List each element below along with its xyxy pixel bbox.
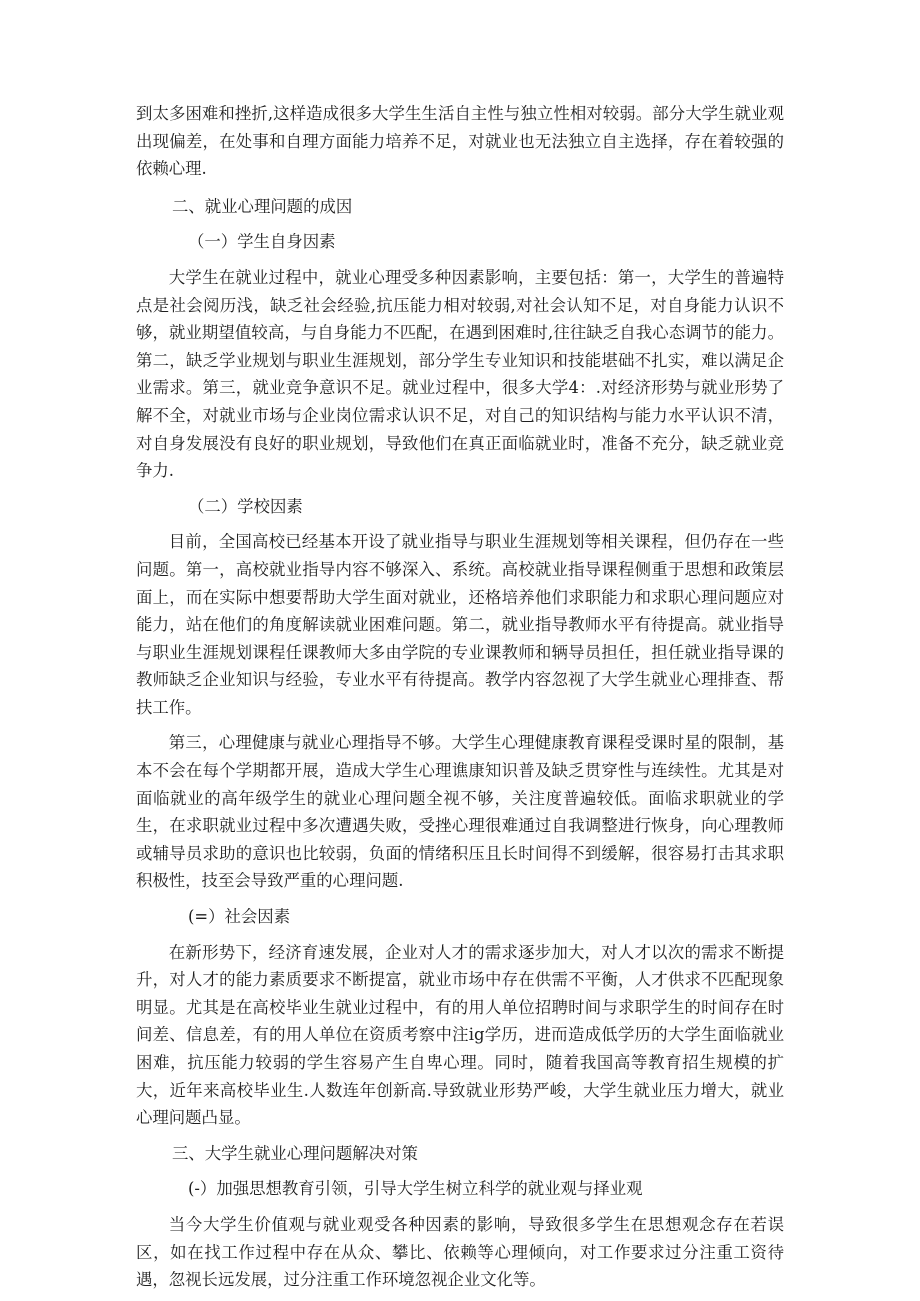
paragraph-ideological-education: 当今大学生价值观与就业观受各种因素的影响，导致很多学生在思想观念存在若误区，如在找工作过程中存在从众、攀比、依赖等心理倾向，对工作要求过分注重工资待遇，忽视长远发展，过分注重工作环境忽视企业文化等。 [136,1214,784,1290]
subsection-heading-ideological-education: (-）加强思想教育引领，引导大学生树立科学的就业观与择业观 [188,1179,643,1199]
paragraph-social-factors: 在新形势下，经济育速发展，企业对人才的需求逐步加大，对人才以次的需求不断提升，对人才的能力素质要求不断提富，就业市场中存在供需不平衡，人才供求不匹配现象明显。尤其是在高校毕业生就业过程中，有的用人单位招聘时间与求职学生的时间存在时间差、信息差，有的用人单位在资质考察中注ig学历，进而造成低学历的大学生面临就业困难，抗压能力较弱的学生容易产生自卑心理。同时，随着我国高等教育招生规模的扩大，近年来高校毕业生.人数连年创新高.导致就业形势严峻，大学生就业压力增大，就业心理问题凸显。 [136,942,784,1128]
paragraph-school-factors: 目前，全国高校已经基本开设了就业指导与职业生涯规划等相关课程，但仍存在一些问题。第一，高校就业指导内容不够深入、系统。高校就业指导课程侧重于思想和政策层面上，而在实际中想要帮助大学生面对就业，还格培养他们求职能力和求职心理问题应对能力，站在他们的角度解读就业困难问题。第二，就业指导教师水平有待提高。就业指导与职业生涯规划课程任课教师大多由学院的专业课教师和辆导员担任，担任就业指导课的教师缺乏企业知识与经验，专业水平有待提高。教学内容忽视了大学生就业心理排查、帮扶工作。 [136,532,784,717]
paragraph-student-factors: 大学生在就业过程中，就业心理受多种因素影响，主要包括：第一，大学生的普遍特点是社会阅历浅，缺乏社会经验,抗压能力相对较弱,对社会认知不足，对自身能力认识不够，就业期望值较高，与自身能力不匹配，在遇到困难时,往往缺乏自我心态调节的能力。第二，缺乏学业规划与职业生涯规划，部分学生专业知识和技能堪础不扎实，难以满足企业需求。第三，就业竞争意识不足。就业过程中，很多大学4：.对经济形势与就业形势了解不全，对就业市场与企业岗位需求认识不足，对自己的知识结构与能力水平认识不清，对自身发展没有良好的职业规划，导致他们在真正面临就业时，准备不充分，缺乏就业竞争力. [136,267,784,481]
paragraph-mental-health-guidance: 第三，心理健康与就业心理指导不够。大学生心理健康教育课程受课时星的限制，基本不会在每个学期都开展，造成大学生心理谯康知识普及缺乏贯穿性与连续性。尤其是对面临就业的高年级学生的就业心理问题全视不够，关注度普遍较低。面临求职就业的学生，在求职就业过程中多次遭遇失败，受挫心理很难通过自我调整进行恢身，向心理教师或辅导员求助的意识也比较弱，负面的情绪积压且长时间得不到缓解，很容易打击其求职积极性，技至会导致严重的心理问题. [136,733,784,891]
subsection-heading-school-factors: （二）学校因素 [188,496,303,516]
paragraph-continued: 到太多困难和挫折,这样造成很多大学生生活自主性与独立性相对较弱。部分大学生就业观出现偏差，在处事和自理方面能力培养不足，对就业也无法独立自主选择，存在着较强的依赖心理. [136,104,784,179]
subsection-heading-student-factors: （一）学生自身因素 [188,232,336,252]
section-heading-causes: 二、就业心理问题的成因 [172,196,353,216]
subsection-heading-social-factors: (=）社会因素 [188,907,291,927]
section-heading-solutions: 三、大学生就业心理问题解决对策 [172,1143,418,1163]
document-body [136,100,784,1294]
